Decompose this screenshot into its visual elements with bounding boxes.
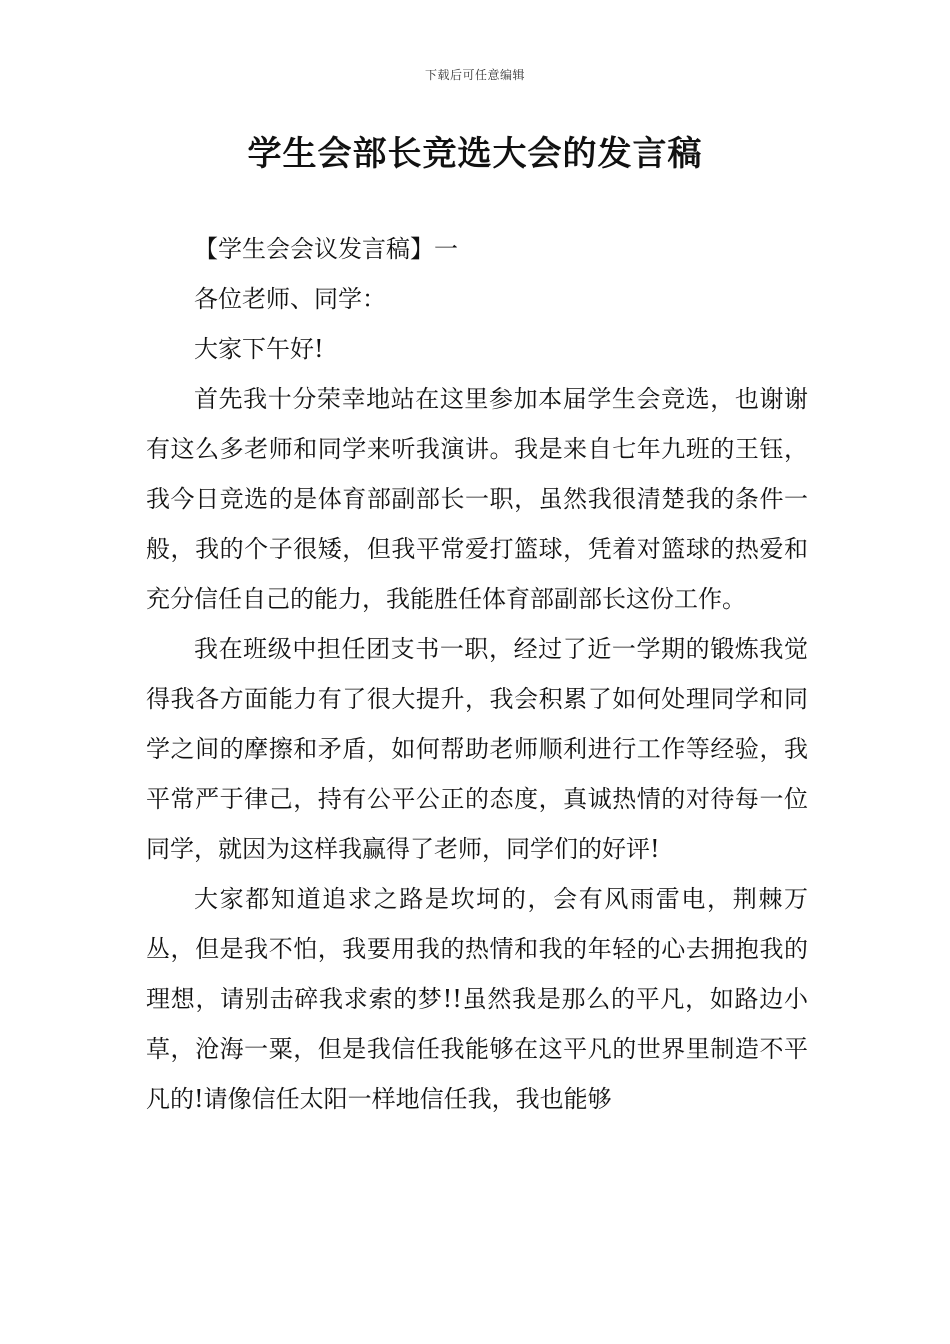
document-title: 学生会部长竞选大会的发言稿 [247, 134, 703, 174]
paragraph-greeting: 大家下午好! [194, 335, 324, 363]
paragraph: 我在班级中担任团支书一职，经过了近一学期的锻炼我觉得我各方面能力有了很大提升，我会积累了如何处理同学和同学之间的摩擦和矛盾，如何帮助老师顺利进行工作等经验，我平常严于律己，持有公平公正的态度，真诚热情的对待每一位同学，就因为这样我赢得了老师，同学们的好评! [146, 635, 808, 863]
paragraph-salutation: 各位老师、同学： [194, 285, 386, 313]
paragraph: 首先我十分荣幸地站在这里参加本届学生会竞选，也谢谢有这么多老师和同学来听我演讲。我是来自七年九班的王钰，我今日竞选的是体育部副部长一职，虽然我很清楚我的条件一般，我的个子很矮，但我平常爱打篮球，凭着对篮球的热爱和充分信任自己的能力，我能胜任体育部副部长这份工作。 [146, 385, 808, 613]
paragraph: 大家都知道追求之路是坎坷的，会有风雨雷电，荆棘万丛，但是我不怕，我要用我的热情和我的年轻的心去拥抱我的理想，请别击碎我求索的梦!!虽然我是那么的平凡，如路边小草，沧海一粟，但是我信任我能够在这平凡的世界里制造不平凡的!请像信任太阳一样地信任我，我也能够 [146, 885, 808, 1113]
header-note: 下载后可任意编辑 [424, 68, 525, 82]
paragraph-heading: 【学生会会议发言稿】一 [194, 235, 458, 263]
document-body [146, 224, 808, 1124]
